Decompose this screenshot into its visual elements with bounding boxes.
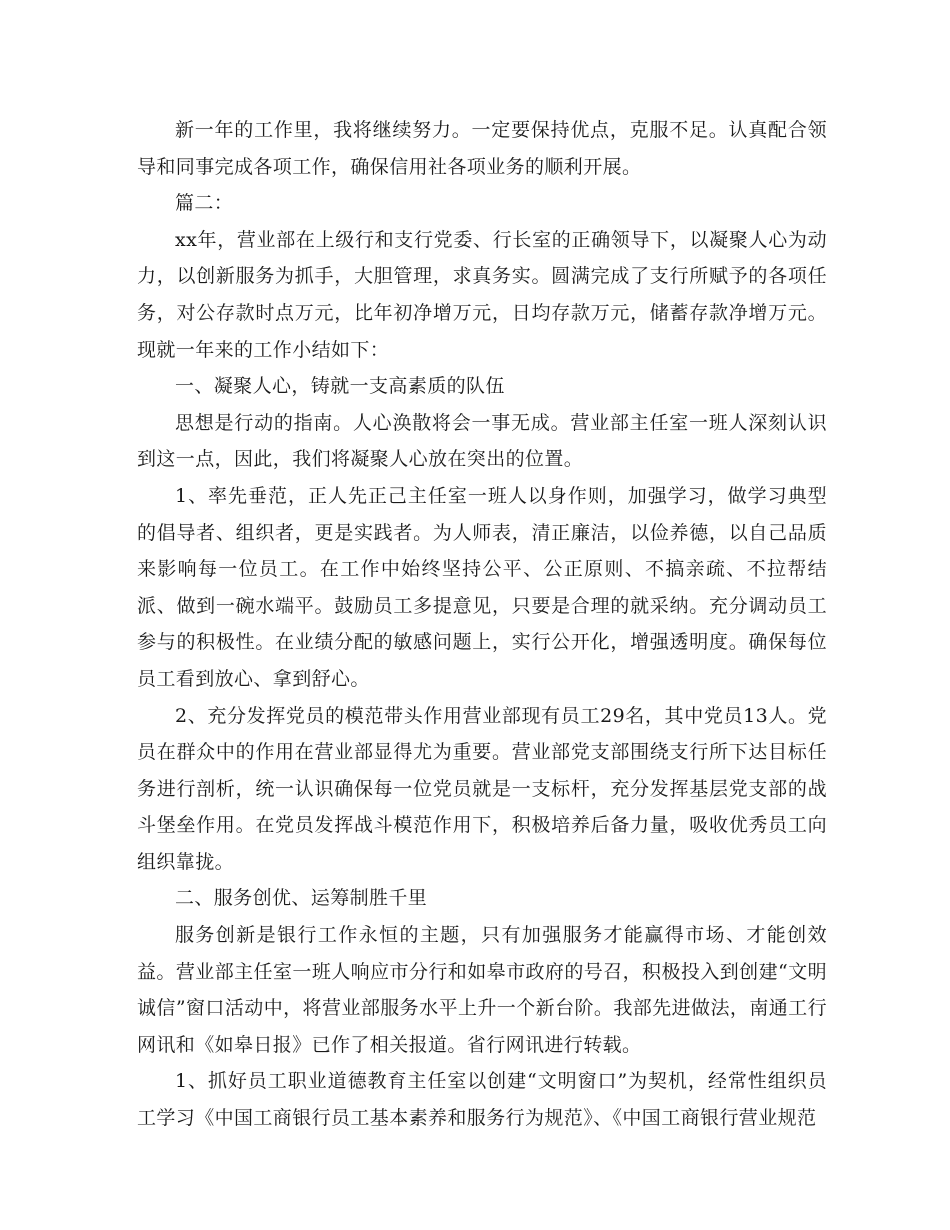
section-heading-part-two: 篇二： bbox=[175, 192, 234, 215]
paragraph-party-members-role: 2、充分发挥党员的模范带头作用营业部现有员工29名，其中党员13人。党员在群众中的作用在营业部显得尤为重要。营业部党支部围绕支行所下达目标任务进行剖析，统一认识确保每一位党员就是一支标杆，充分发挥基层党支部的战斗堡垒作用。在党员发挥战斗模范作用下，积极培养后备力量，吸收优秀员工向组织靠拢。 bbox=[137, 704, 827, 873]
paragraph-lead-by-example: 1、率先垂范，正人先正己主任室一班人以身作则，加强学习，做学习典型的倡导者、组织者，更是实践者。为人师表，清正廉洁，以俭养德，以自己品质来影响每一位员工。在工作中始终坚持公平、公正原则、不搞亲疏、不拉帮结派、做到一碗水端平。鼓励员工多提意见，只要是合理的就采纳。充分调动员工参与的积极性。在业绩分配的敏感问题上，实行公开化，增强透明度。确保每位员工看到放心、拿到舒心。 bbox=[137, 484, 827, 690]
heading-service-excellence: 二、服务创优、运筹制胜千里 bbox=[175, 887, 428, 910]
document-body bbox=[137, 112, 827, 1137]
heading-unite-people: 一、凝聚人心，铸就一支高素质的队伍 bbox=[175, 375, 505, 398]
paragraph-annual-summary-intro: xx年，营业部在上级行和支行党委、行长室的正确领导下，以凝聚人心为动力，以创新服务为抓手，大胆管理，求真务实。圆满完成了支行所赋予的各项任务，对公存款时点万元，比年初净增万元，日均存款万元，储蓄存款净增万元。现就一年来的工作小结如下： bbox=[137, 228, 827, 361]
paragraph-closing-remarks: 新一年的工作里，我将继续努力。一定要保持优点，克服不足。认真配合领导和同事完成各项工作，确保信用社各项业务的顺利开展。 bbox=[137, 119, 827, 178]
paragraph-professional-ethics: 1、抓好员工职业道德教育主任室以创建“文明窗口”为契机，经常性组织员工学习《中国工商银行员工基本素养和服务行为规范》、《中国工商银行营业规范 bbox=[137, 1070, 827, 1130]
paragraph-service-innovation: 服务创新是银行工作永恒的主题，只有加强服务才能赢得市场、才能创效益。营业部主任室一班人响应市分行和如皋市政府的号召，积极投入到创建“文明诚信”窗口活动中，将营业部服务水平上升一个新台阶。我部先进做法，南通工行网讯和《如皋日报》已作了相关报道。省行网讯进行转载。 bbox=[137, 924, 827, 1056]
paragraph-thought-guides-action: 思想是行动的指南。人心涣散将会一事无成。营业部主任室一班人深刻认识到这一点，因此，我们将凝聚人心放在突出的位置。 bbox=[137, 411, 827, 471]
